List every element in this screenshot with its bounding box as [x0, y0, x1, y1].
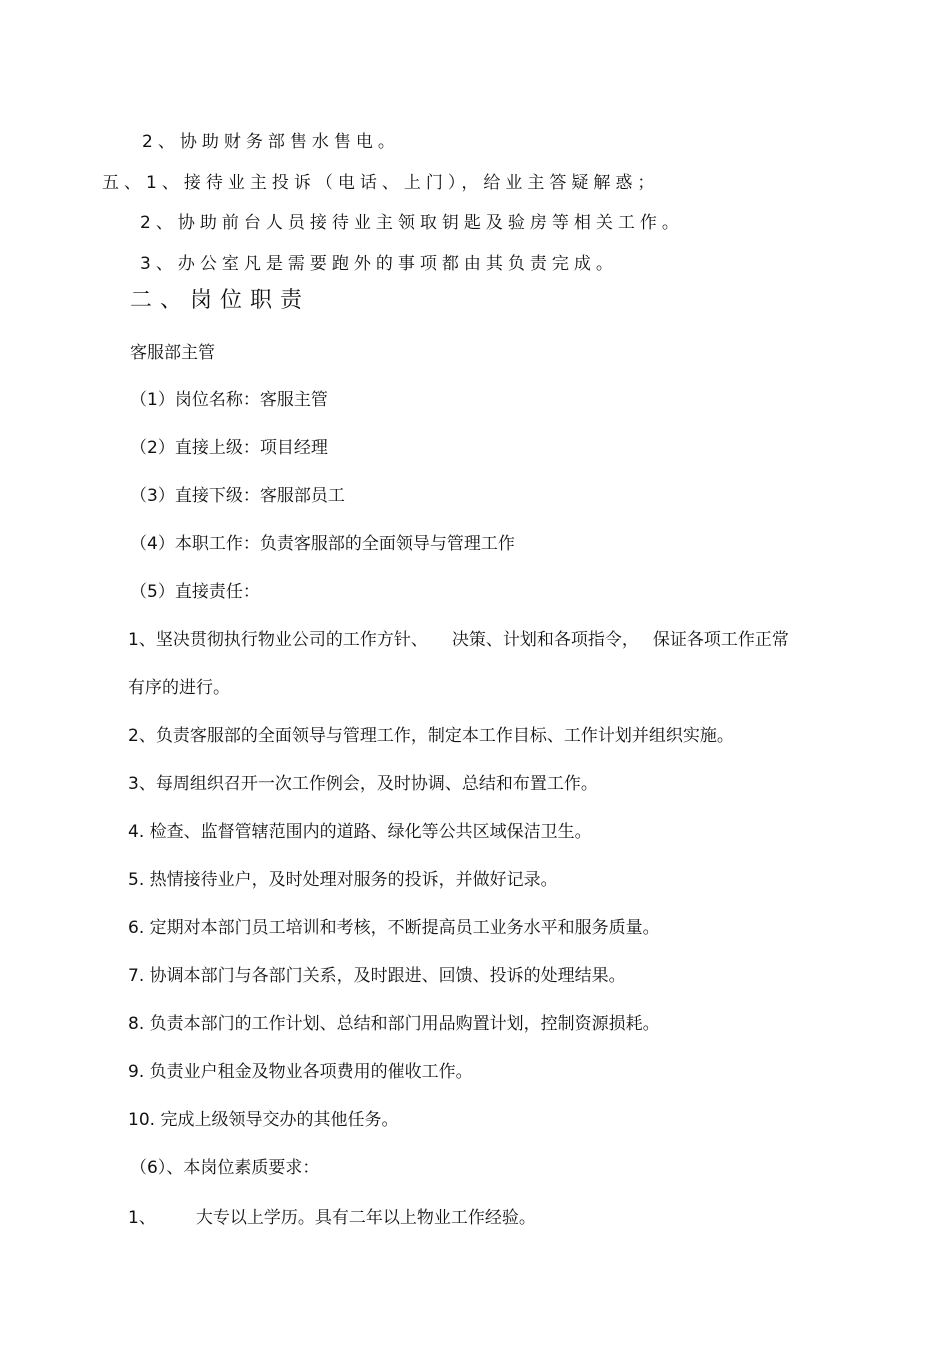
section-title: 二、岗位职责: [130, 288, 311, 313]
duty-1-continued: 有序的进行。: [128, 678, 230, 698]
quality-title: （6）、本岗位素质要求：: [130, 1158, 320, 1178]
quality-item-1-text: 大专以上学历。具有二年以上物业工作经验。: [195, 1208, 536, 1228]
info-line-5: （5）直接责任：: [130, 582, 260, 602]
duty-4: 4. 检查、监督管辖范围内的道路、绿化等公共区域保洁卫生。: [128, 822, 592, 842]
duty-1-part-a: 1、坚决贯彻执行物业公司的工作方针、: [128, 630, 428, 650]
top-item-2: 五、1、接待业主投诉（电话、上门），给业主答疑解惑；: [102, 173, 660, 193]
duty-3: 3、每周组织召开一次工作例会，及时协调、总结和布置工作。: [128, 774, 598, 794]
duty-6: 6. 定期对本部门员工培训和考核，不断提高员工业务水平和服务质量。: [128, 918, 660, 938]
duty-9: 9. 负责业户租金及物业各项费用的催收工作。: [128, 1062, 473, 1082]
duty-10: 10. 完成上级领导交办的其他任务。: [128, 1110, 399, 1130]
top-item-4: 3、办公室凡是需要跑外的事项都由其负责完成。: [140, 254, 618, 274]
info-line-3: （3）直接下级：客服部员工: [130, 486, 345, 506]
quality-item-1-number: 1、: [128, 1208, 156, 1228]
info-line-4: （4）本职工作：负责客服部的全面领导与管理工作: [130, 534, 515, 554]
info-line-2: （2）直接上级：项目经理: [130, 438, 328, 458]
info-line-1: （1）岗位名称：客服主管: [130, 390, 328, 410]
top-item-1: 2、协助财务部售水售电。: [142, 132, 400, 152]
duty-1: [128, 629, 789, 651]
duty-1-part-c: 保证各项工作正常: [652, 630, 789, 650]
top-item-3: 2、协助前台人员接待业主领取钥匙及验房等相关工作。: [140, 213, 684, 233]
quality-item-1: [128, 1207, 536, 1229]
duty-5: 5. 热情接待业户，及时处理对服务的投诉，并做好记录。: [128, 870, 558, 890]
duty-2: 2、负责客服部的全面领导与管理工作，制定本工作目标、工作计划并组织实施。: [128, 726, 734, 746]
duty-8: 8. 负责本部门的工作计划、总结和部门用品购置计划，控制资源损耗。: [128, 1014, 660, 1034]
role-title: 客服部主管: [130, 343, 215, 363]
duty-1-part-b: 决策、计划和各项指令，: [451, 630, 639, 650]
duty-7: 7. 协调本部门与各部门关系，及时跟进、回馈、投诉的处理结果。: [128, 966, 626, 986]
